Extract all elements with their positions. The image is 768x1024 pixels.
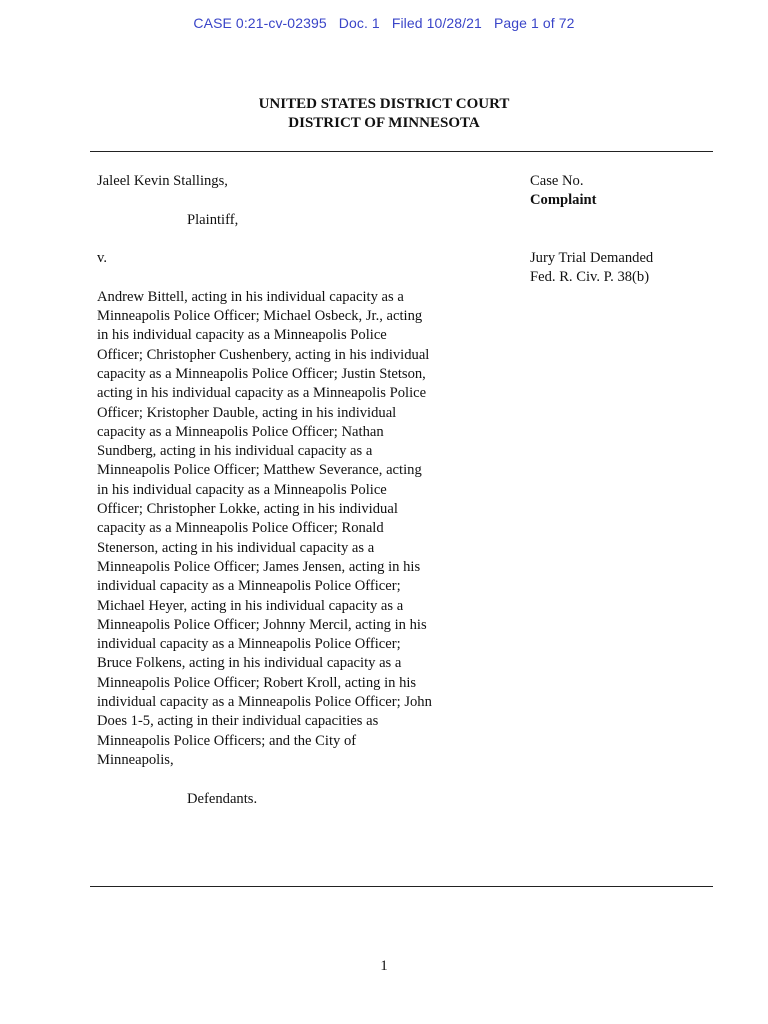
jury-demand: Jury Trial Demanded — [530, 250, 654, 267]
case-caption-parties — [97, 172, 432, 809]
plaintiff-name: Jaleel Kevin Stallings, — [97, 173, 228, 189]
defendants-label: Defendants. — [187, 790, 258, 807]
case-number-stamp: CASE 0:21-cv-02395 — [193, 15, 327, 31]
page-number: 1 — [380, 958, 388, 974]
court-heading — [0, 95, 768, 133]
caption-top-rule — [90, 151, 713, 152]
document-number-stamp: Doc. 1 — [338, 15, 380, 31]
document-type: Complaint — [530, 192, 597, 209]
ecf-filing-header — [0, 15, 768, 31]
plaintiff-label: Plaintiff, — [187, 211, 239, 228]
case-number-label: Case No. — [530, 173, 584, 189]
court-name: UNITED STATES DISTRICT COURT — [258, 96, 510, 112]
versus-label: v. — [97, 250, 107, 267]
court-district: DISTRICT OF MINNESOTA — [288, 115, 480, 131]
caption-bottom-rule — [90, 886, 713, 887]
jury-demand-rule: Fed. R. Civ. P. 38(b) — [530, 269, 650, 286]
page-count-stamp: Page 1 of 72 — [493, 15, 575, 31]
filed-date-stamp: Filed 10/28/21 — [391, 15, 482, 31]
defendants-list: Andrew Bittell, acting in his individual capacity as a Minneapolis Police Officer; Michael Osbeck, Jr., acting in his individual capacity as a Minneapolis Police Officer; Christopher Cushenbery, acting in his individual capacity as a Minneapolis Police Officer; Justin Stetson, acting in his individual capacity as a Minneapolis Police Officer; Kristopher Dauble, acting in his individual capacity as a Minneapolis Police Officer; Nathan Sundberg, acting in his individual capacity as a Minneapolis Police Officer; Matthew Severance, acting in his individual capacity as a Minneapolis Police Officer; Christopher Lokke, acting in his individual capacity as a Minneapolis Police Officer; Ronald Stenerson, acting in his individual capacity as a Minneapolis Police Officer; James Jensen, acting in his individual capacity as a Minneapolis Police Officer; Michael Heyer, acting in his individual capacity as a Minneapolis Police Officer; Johnny Mercil, acting in his individual capacity as a Minneapolis Police Officer; Bruce Folkens, acting in his individual capacity as a Minneapolis Police Officer; Robert Kroll, acting in his individual capacity as a Minneapolis Police Officer; John Does 1-5, acting in their individual capacities as Minneapolis Police Officers; and the City of Minneapolis, — [97, 288, 432, 768]
case-caption-details — [530, 172, 720, 288]
